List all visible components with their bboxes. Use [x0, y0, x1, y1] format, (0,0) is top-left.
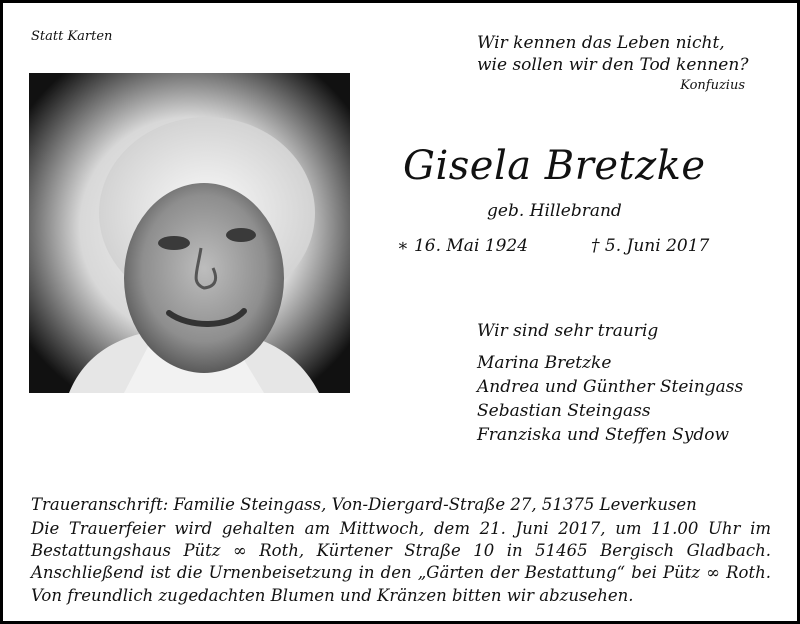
portrait-photo: [29, 73, 350, 393]
flowers-note: Von freundlich zugedachten Blumen und Kränzen bitten wir abzusehen.: [31, 586, 634, 605]
quote-line-2: wie sollen wir den Tod kennen?: [477, 55, 749, 75]
mourners-intro: Wir sind sehr traurig: [477, 321, 659, 341]
maiden-name: geb. Hillebrand: [487, 201, 622, 221]
mourner-name: Franziska und Steffen Sydow: [477, 425, 730, 445]
death-date: † 5. Juni 2017: [591, 236, 710, 256]
deceased-name: Gisela Bretzke: [403, 143, 706, 189]
header-note: Statt Karten: [31, 29, 113, 44]
service-line-3: Anschließend ist die Urnenbeisetzung in den „Gärten der Bestattung“ bei Pütz ∞ Roth.: [31, 563, 771, 582]
mourning-address: Traueranschrift: Familie Steingass, Von-Diergard-Straße 27, 51375 Leverkusen: [31, 495, 697, 514]
mourner-name: Andrea und Günther Steingass: [477, 377, 744, 397]
service-line-1: Die Trauerfeier wird gehalten am Mittwoch, dem 21. Juni 2017, um 11.00 Uhr im: [31, 519, 771, 538]
mourner-name: Marina Bretzke: [477, 353, 612, 373]
birth-date: ∗ 16. Mai 1924: [397, 236, 529, 256]
quote-line-1: Wir kennen das Leben nicht,: [477, 33, 725, 53]
service-line-2: Bestattungshaus Pütz ∞ Roth, Kürtener Straße 10 in 51465 Bergisch Gladbach.: [31, 541, 771, 560]
mourner-name: Sebastian Steingass: [477, 401, 651, 421]
quote-author: Konfuzius: [680, 78, 745, 93]
